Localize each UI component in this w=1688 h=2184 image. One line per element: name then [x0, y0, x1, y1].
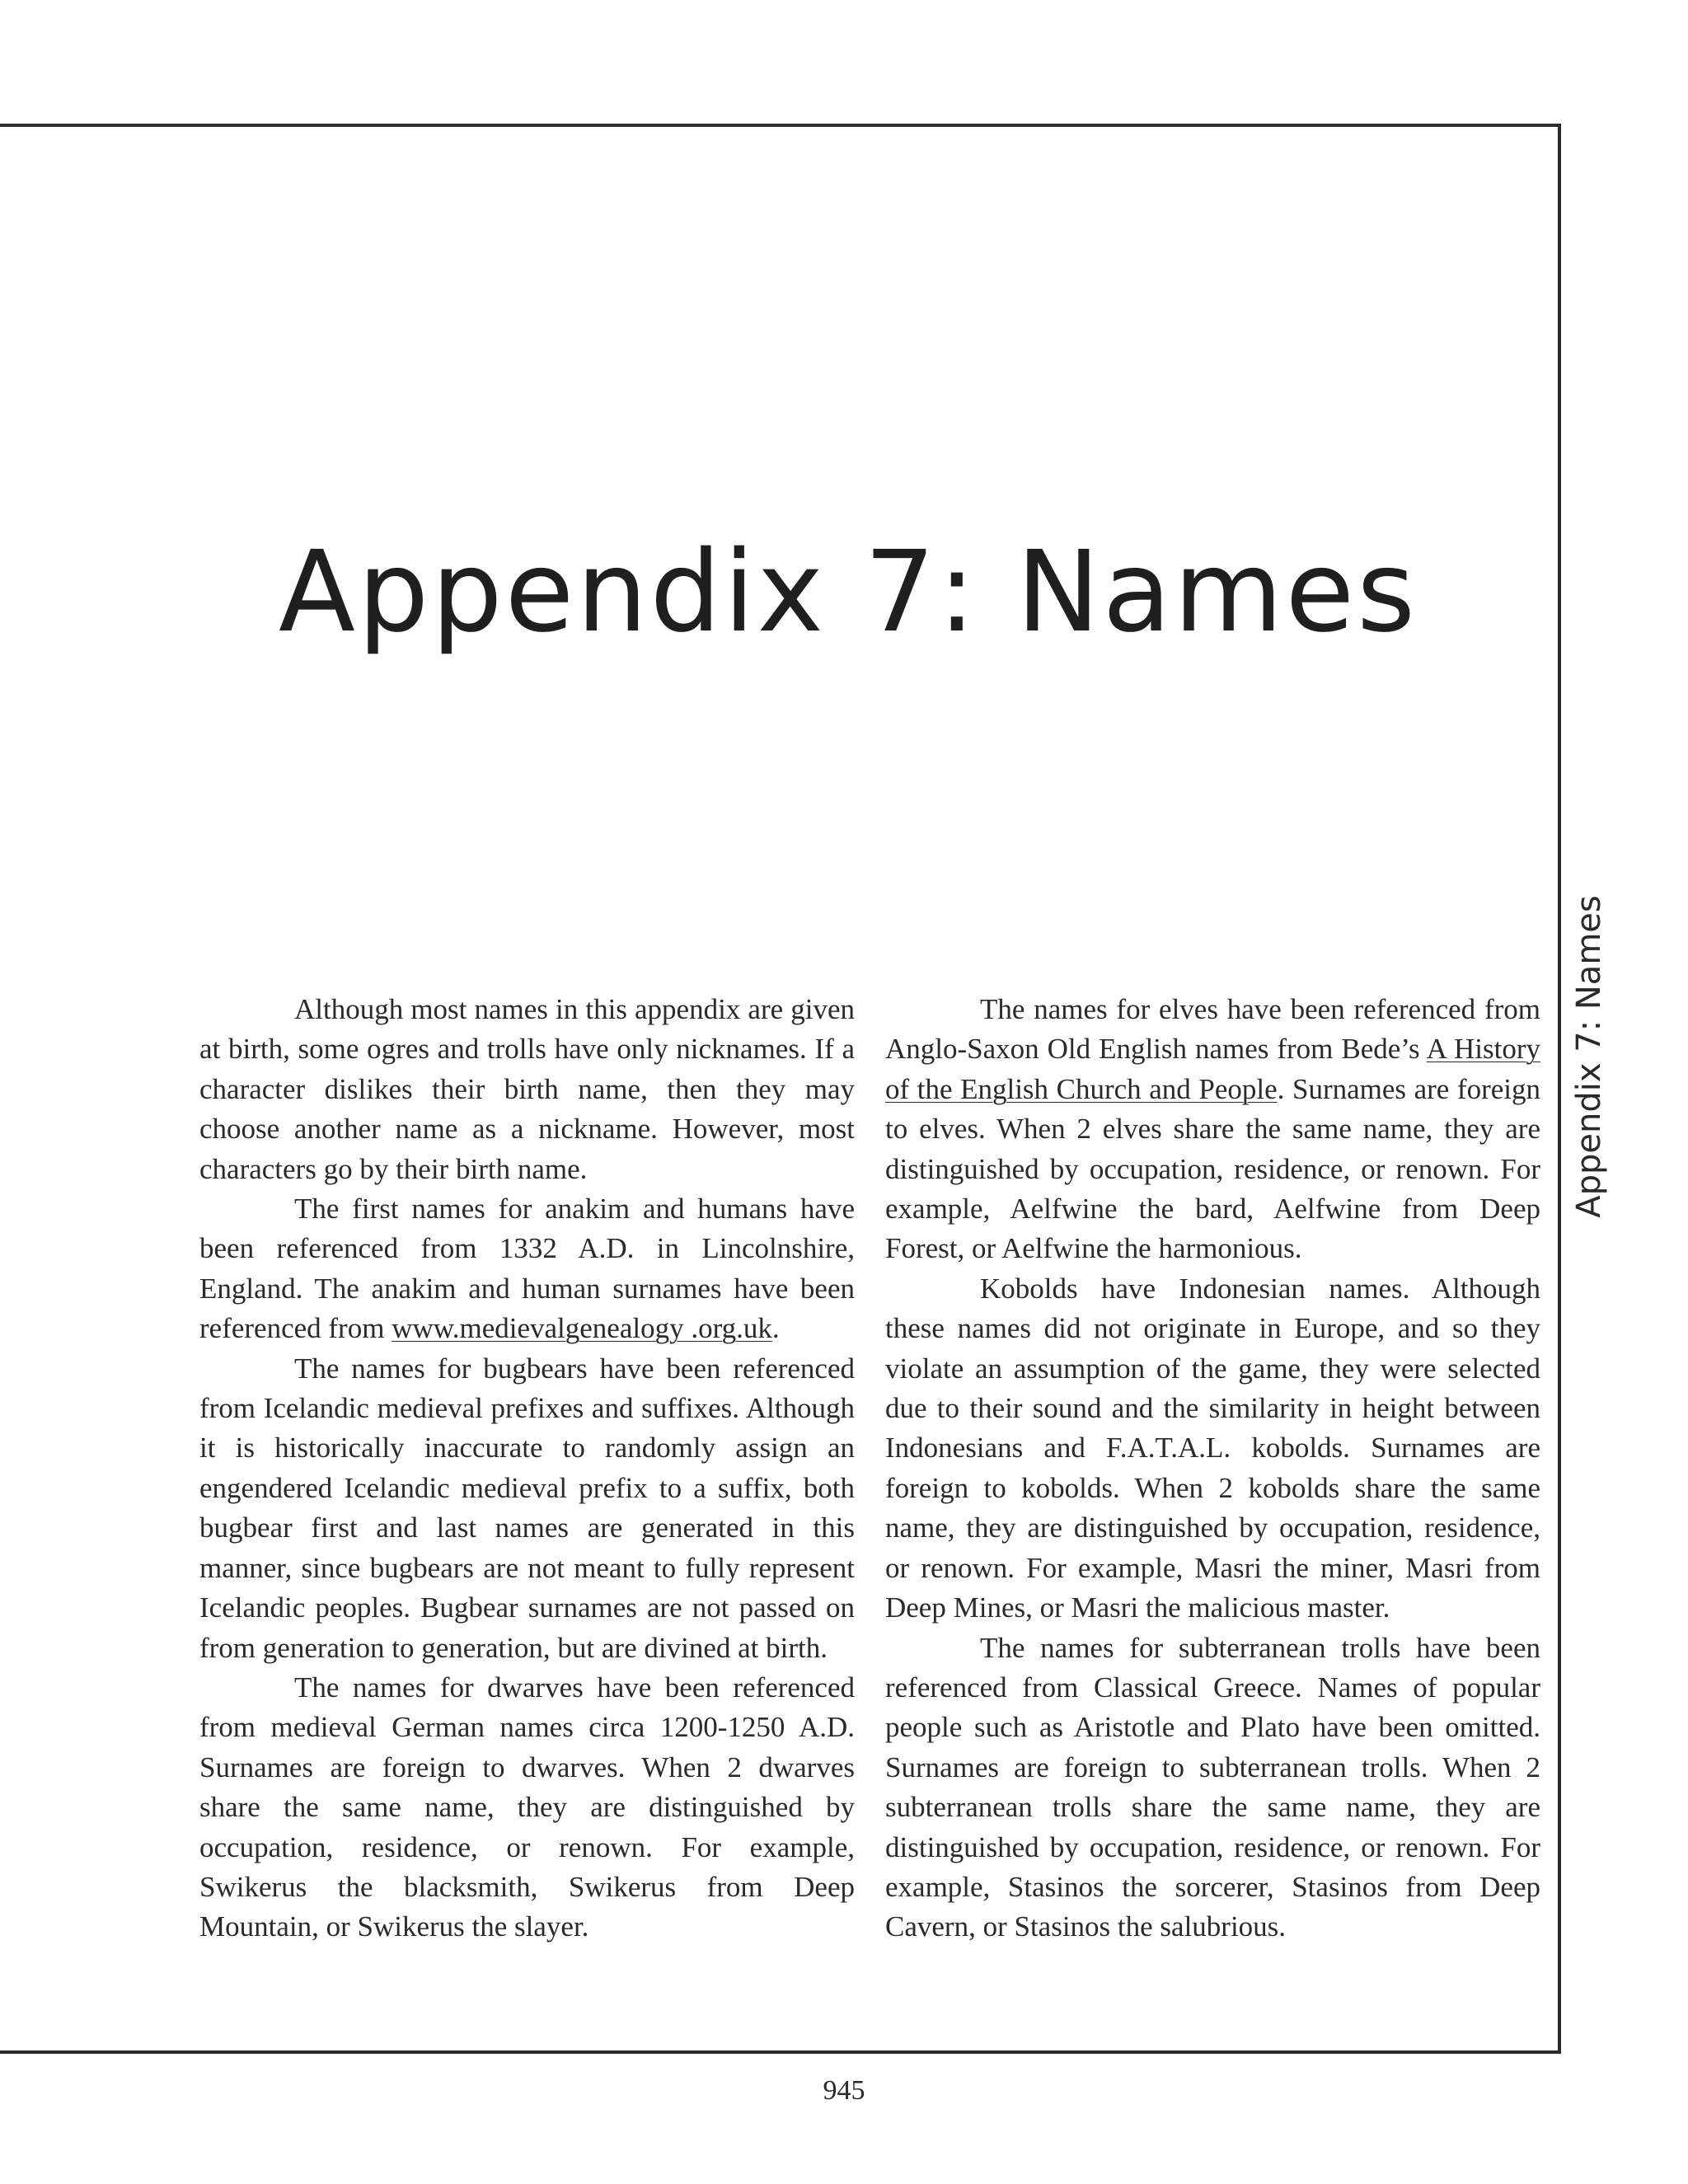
genealogy-website-link[interactable]: www.medievalgenealogy .org.uk	[392, 1312, 772, 1345]
left-column	[199, 990, 855, 1947]
paragraph-elves	[885, 990, 1540, 1269]
page-number: 945	[823, 2075, 865, 2106]
book-title-link: A History of the English Church and People	[885, 1033, 1540, 1105]
paragraph-bugbears: The names for bugbears have been referenced from Icelandic medieval prefixes and suffixes. Although it is historically inaccurate to randomly assign an engendered Icelandic medieval prefix to a suffix, both bugbear first and last names are generated in this manner, since bugbears are not meant to fully represent Icelandic peoples. Bugbear surnames are not passed on from generation to generation, but are divined at birth.	[199, 1352, 855, 1664]
paragraph-anakim-humans	[199, 1189, 855, 1349]
paragraph-kobolds: Kobolds have Indonesian names. Although these names did not originate in Europe, and so they violate an assumption of the game, they were selected due to their sound and the similarity in height between Indonesians and F.A.T.A.L. kobolds. Surnames are foreign to kobolds. When 2 kobolds share the same name, they are distinguished by occupation, residence, or renown. For example, Masri the miner, Masri from Deep Mines, or Masri the malicious master.	[885, 1272, 1540, 1624]
paragraph-subterranean-trolls: The names for subterranean trolls have been referenced from Classical Greece. Names of popular people such as Aristotle and Plato have been omitted. Surnames are foreign to subterranean trolls. When 2 subterranean trolls share the same name, they are distinguished by occupation, residence, or renown. For example, Stasinos the sorcerer, Stasinos from Deep Cavern, or Stasinos the salubrious.	[885, 1631, 1540, 1943]
paragraph-text: The first names for anakim and humans have been referenced from 1332 A.D. in Lincolnshire, England. The anakim and human surnames have been referenced from	[199, 1193, 855, 1345]
paragraph-text: . Surnames are foreign to elves. When 2 elves share the same name, they are distinguished by occupation, residence, or renown. For example, Aelfwine the bard, Aelfwine from Deep Forest, or Aelfwine the harmonious.	[885, 1072, 1540, 1265]
side-running-title: Appendix 7: Names	[1570, 895, 1608, 1218]
paragraph-intro: Although most names in this appendix are given at birth, some ogres and trolls have only nicknames. If a character dislikes their birth name, then they may choose another name as a nickname. However, most characters go by their birth name.	[199, 993, 855, 1185]
right-column	[885, 990, 1540, 1947]
paragraph-text: .	[771, 1312, 780, 1345]
paragraph-dwarves: The names for dwarves have been referenced from medieval German names circa 1200-1250 A.D. Surnames are foreign to dwarves. When 2 dwarves share the same name, they are distinguished by occupation, residence, or renown. For example, Swikerus the blacksmith, Swikerus from Deep Mountain, or Swikerus the slayer.	[199, 1671, 855, 1943]
paragraph-text: The names for elves have been referenced from Anglo-Saxon Old English names from Bede’s	[885, 993, 1540, 1066]
page-title: Appendix 7: Names	[278, 527, 1418, 658]
